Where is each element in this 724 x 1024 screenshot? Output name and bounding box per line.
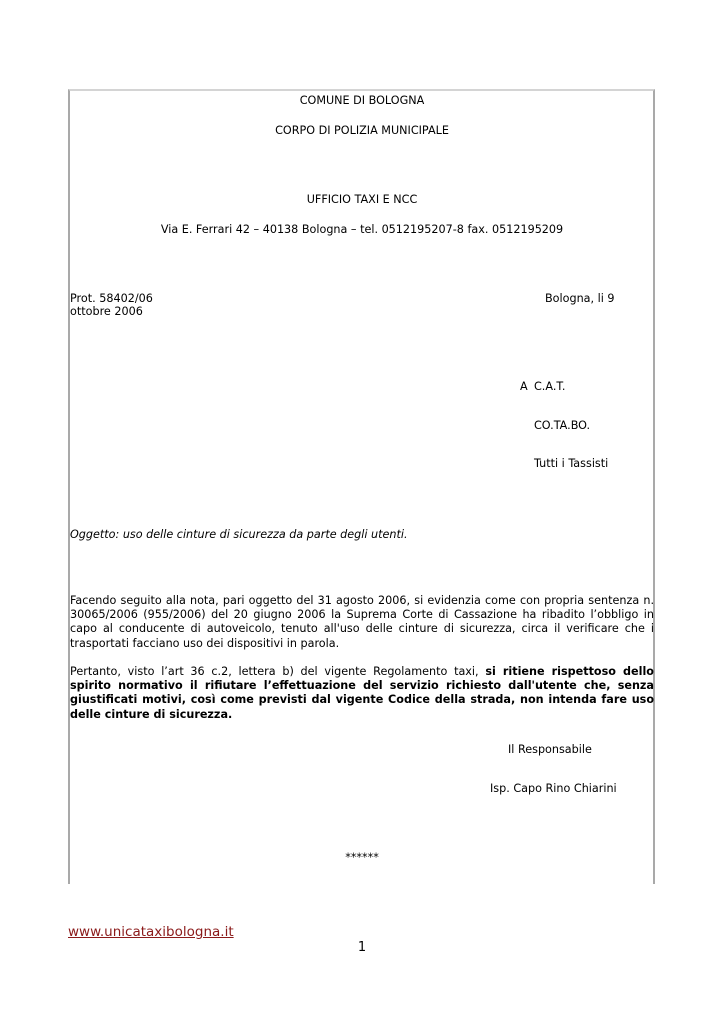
page-number: 1 <box>357 940 367 955</box>
header-ufficio: UFFICIO TAXI E NCC <box>306 193 418 206</box>
signature-name: Isp. Capo Rino Chiarini <box>490 782 617 795</box>
footer-website-link[interactable]: www.unicataxibologna.it <box>68 924 234 940</box>
protocol-number: Prot. 58402/06 <box>70 292 153 305</box>
separator-stars: ****** <box>345 851 379 864</box>
body-paragraph-1: Facendo seguito alla nota, pari oggetto del 31 agosto 2006, si evidenzia come con propria sentenza n. 30065/2006 (955/2006) del 20 giugno 2006 la Suprema Corte di Cassazione ha ribadito l’obbligo in capo al conducente di autoveicolo, tenuto all'uso delle cinture di sicurezza, circa il verificare che i trasportati facciano uso dei dispositivi in parola. <box>70 594 654 650</box>
recipient-tassisti: Tutti i Tassisti <box>534 457 609 470</box>
body-paragraph-2 <box>70 665 654 722</box>
recipient-cat: C.A.T. <box>534 380 566 393</box>
document-frame <box>68 89 655 884</box>
place-date-continued: ottobre 2006 <box>70 305 143 318</box>
body-paragraph-2-bold: si ritiene rispettoso dello spirito normativo il rifiutare l’effettuazione del servizio richiesto dall'utente che, senza giustificati motivi, così come previsti dal vigente Codice della strada, non intenda fare uso delle cinture di sicurezza. <box>70 665 654 721</box>
signature-role: Il Responsabile <box>508 743 592 756</box>
place-date: Bologna, li 9 <box>545 292 615 305</box>
header-corpo: CORPO DI POLIZIA MUNICIPALE <box>275 124 449 137</box>
subject-line: Oggetto: uso delle cinture di sicurezza da parte degli utenti. <box>70 528 408 541</box>
header-address: Via E. Ferrari 42 – 40138 Bologna – tel. 0512195207-8 fax. 0512195209 <box>160 223 564 236</box>
recipients-prefix: A <box>520 380 528 393</box>
header-comune: COMUNE DI BOLOGNA <box>299 94 425 107</box>
body-paragraph-2-plain: Pertanto, visto l’art 36 c.2, lettera b) del vigente Regolamento taxi, <box>70 665 486 678</box>
recipient-cotabo: CO.TA.BO. <box>534 419 591 432</box>
